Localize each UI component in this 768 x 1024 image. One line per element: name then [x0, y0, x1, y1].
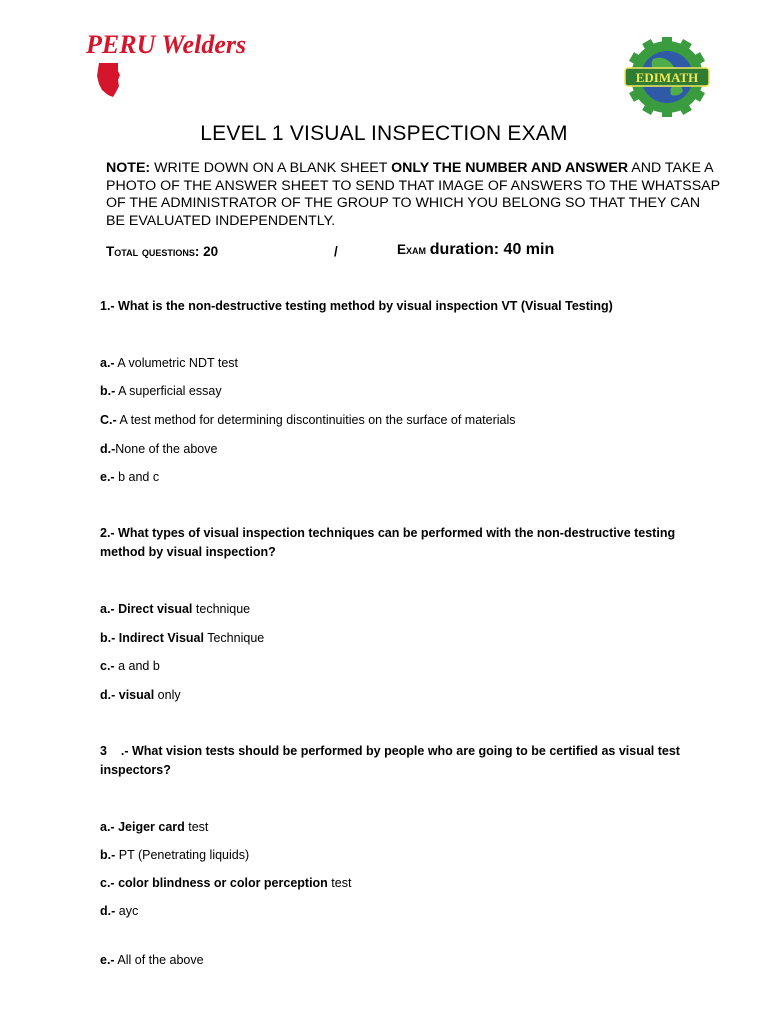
total-label: Total questions:: [106, 244, 200, 259]
q3-option-d: d.- ayc: [100, 904, 139, 918]
q3-option-b: b.- PT (Penetrating liquids): [100, 848, 250, 862]
note-text-2: AND TAKE A PHOTO OF THE ANSWER SHEET TO SEND THAT IMAGE OF ANSWERS TO THE WHATSSAP OF THE ADMINISTRATOR OF THE GROUP TO WHICH YOU BELONG SO THAT THEY CAN BE EVALUATED INDEPENDENTLY.: [106, 160, 720, 229]
total-questions: [106, 244, 218, 259]
meta-separator: /: [334, 244, 338, 259]
exam-note: [106, 160, 721, 230]
exam-duration: [397, 241, 554, 259]
q2-option-d: d.- visual only: [100, 688, 181, 702]
duration-label: Exam: [397, 242, 427, 257]
q1-option-d: d.-None of the above: [100, 442, 218, 456]
q1-option-e: e.- b and c: [100, 470, 160, 484]
question-3: 3 .- What vision tests should be performed by people who are going to be certified as visual test inspectors?: [100, 744, 684, 777]
edimath-logo: [622, 37, 712, 117]
logo-text: EDIMATH: [635, 70, 699, 85]
q2-option-c: c.- a and b: [100, 659, 160, 673]
question-1: 1.- What is the non-destructive testing method by visual inspection VT (Visual Testing): [100, 299, 613, 313]
total-value: 20: [203, 244, 219, 259]
note-emphasis: ONLY THE NUMBER AND ANSWER: [391, 160, 629, 176]
q2-option-a: a.- Direct visual technique: [100, 602, 251, 616]
q2-option-b: b.- Indirect Visual Technique: [100, 631, 265, 645]
q1-option-c: C.- A test method for determining discontinuities on the surface of materials: [100, 413, 516, 427]
question-2: 2.- What types of visual inspection techniques can be performed with the non-destructive testing method by visual inspection?: [100, 526, 676, 559]
note-text-1: WRITE DOWN ON A BLANK SHEET: [150, 160, 392, 176]
q1-option-a: a.- A volumetric NDT test: [100, 356, 239, 370]
brand-name: PERU Welders: [86, 30, 247, 59]
duration-value: duration: 40 min: [429, 241, 555, 258]
q1-option-b: b.- A superficial essay: [100, 384, 222, 398]
q3-option-a: a.- Jeiger card test: [100, 820, 209, 834]
exam-title: LEVEL 1 VISUAL INSPECTION EXAM: [200, 122, 568, 145]
q3-option-c: c.- color blindness or color perception test: [100, 876, 352, 890]
peru-flag-icon: [96, 62, 122, 98]
note-label: NOTE:: [106, 160, 151, 176]
q3-option-e: e.- All of the above: [100, 953, 204, 967]
